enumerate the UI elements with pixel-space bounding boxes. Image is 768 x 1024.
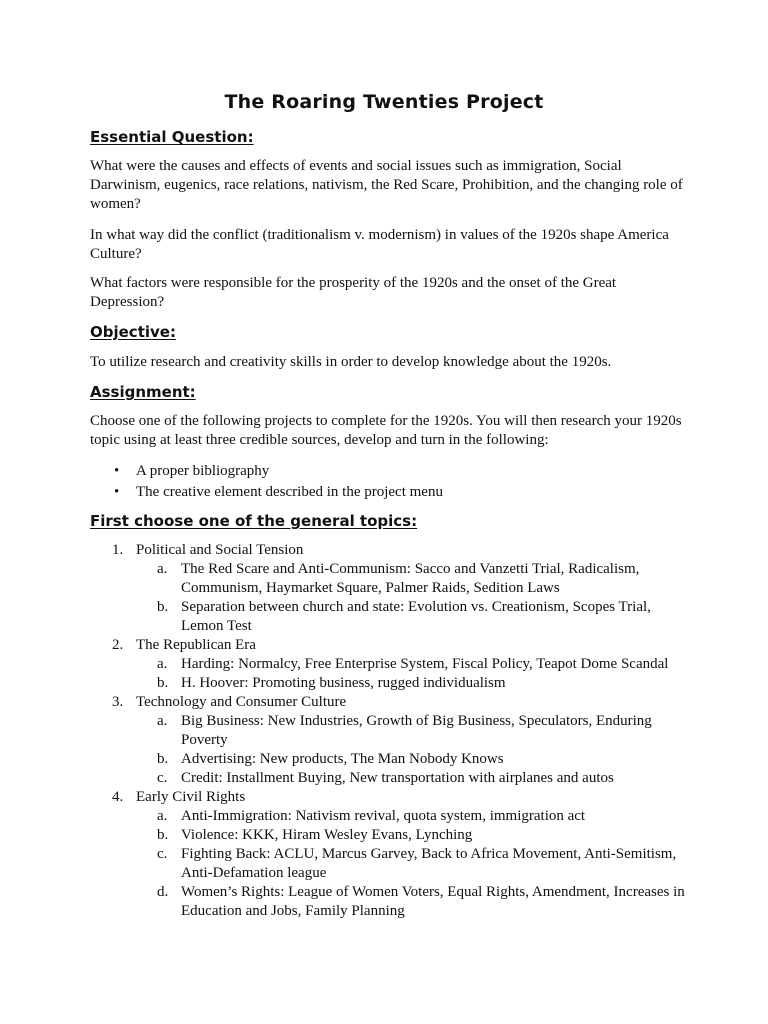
topic-item bbox=[90, 636, 690, 693]
document-title: The Roaring Twenties Project bbox=[224, 91, 544, 113]
bullet-icon: • bbox=[114, 484, 120, 500]
subtopic-letter: a. bbox=[157, 808, 168, 824]
subtopic-letter: a. bbox=[157, 656, 168, 672]
general-topics-list bbox=[90, 541, 690, 921]
subtopic-text: Women’s Rights: League of Women Voters, Equal Rights, Amendment, Increases in Education and Jobs, Family Planning bbox=[181, 884, 685, 919]
subtopic-item bbox=[136, 845, 690, 883]
topic-number: 1. bbox=[112, 542, 124, 558]
subtopic-letter: b. bbox=[157, 675, 169, 691]
subtopic-item bbox=[136, 712, 690, 750]
subtopic-item bbox=[136, 807, 690, 826]
subtopic-list bbox=[136, 560, 690, 636]
subtopic-list bbox=[136, 655, 690, 693]
subtopic-letter: b. bbox=[157, 599, 169, 615]
subtopic-letter: b. bbox=[157, 751, 169, 767]
subtopic-letter: c. bbox=[157, 770, 168, 786]
subtopic-text: Separation between church and state: Evolution vs. Creationism, Scopes Trial, Lemon Test bbox=[181, 599, 651, 634]
subtopic-item bbox=[136, 560, 690, 598]
topic-item bbox=[90, 693, 690, 788]
subtopic-item bbox=[136, 883, 690, 921]
topic-label: Early Civil Rights bbox=[136, 789, 246, 805]
topic-label: Technology and Consumer Culture bbox=[136, 694, 347, 710]
topic-number: 4. bbox=[112, 789, 124, 805]
subtopic-item bbox=[136, 655, 690, 674]
subtopic-letter: b. bbox=[157, 827, 169, 843]
deliverables-list bbox=[90, 461, 443, 503]
bullet-icon: • bbox=[114, 463, 120, 479]
subtopic-text: Harding: Normalcy, Free Enterprise System, Fiscal Policy, Teapot Dome Scandal bbox=[181, 656, 669, 672]
subtopic-letter: a. bbox=[157, 561, 168, 577]
subtopic-item bbox=[136, 769, 690, 788]
topic-number: 3. bbox=[112, 694, 124, 710]
subtopic-text: H. Hoover: Promoting business, rugged individualism bbox=[181, 675, 506, 691]
subtopic-letter: d. bbox=[157, 884, 169, 900]
objective-heading: Objective: bbox=[90, 323, 176, 341]
general-topics-heading: First choose one of the general topics: bbox=[90, 512, 418, 530]
essential-question-paragraph-1: What were the causes and effects of events and social issues such as immigration, Social Darwinism, eugenics, race relations, nativism, the Red Scare, Prohibition, and the changing role of women? bbox=[90, 158, 683, 212]
subtopic-text: Fighting Back: ACLU, Marcus Garvey, Back to Africa Movement, Anti-Semitism, Anti-Defamation league bbox=[181, 846, 677, 881]
assignment-heading: Assignment: bbox=[90, 383, 196, 401]
essential-question-paragraph-3: What factors were responsible for the prosperity of the 1920s and the onset of the Great Depression? bbox=[90, 275, 617, 310]
deliverable-item bbox=[90, 461, 443, 482]
deliverable-text: The creative element described in the project menu bbox=[136, 484, 443, 500]
subtopic-list bbox=[136, 807, 690, 921]
subtopic-text: Advertising: New products, The Man Nobody Knows bbox=[181, 751, 504, 767]
topic-label: Political and Social Tension bbox=[136, 542, 304, 558]
subtopic-item bbox=[136, 674, 690, 693]
subtopic-letter: a. bbox=[157, 713, 168, 729]
objective-text: To utilize research and creativity skills in order to develop knowledge about the 1920s. bbox=[90, 354, 612, 370]
assignment-text: Choose one of the following projects to complete for the 1920s. You will then research your 1920s topic using at least three credible sources, develop and turn in the following: bbox=[90, 413, 682, 448]
subtopic-text: Anti-Immigration: Nativism revival, quota system, immigration act bbox=[181, 808, 586, 824]
subtopic-list bbox=[136, 712, 690, 788]
topic-item bbox=[90, 541, 690, 636]
subtopic-letter: c. bbox=[157, 846, 168, 862]
subtopic-item bbox=[136, 826, 690, 845]
essential-question-heading: Essential Question: bbox=[90, 128, 254, 146]
subtopic-item bbox=[136, 750, 690, 769]
topic-item bbox=[90, 788, 690, 921]
essential-question-paragraph-2: In what way did the conflict (traditionalism v. modernism) in values of the 1920s shape America Culture? bbox=[90, 227, 669, 262]
subtopic-text: Credit: Installment Buying, New transportation with airplanes and autos bbox=[181, 770, 614, 786]
subtopic-text: Big Business: New Industries, Growth of Big Business, Speculators, Enduring Poverty bbox=[181, 713, 652, 748]
subtopic-item bbox=[136, 598, 690, 636]
topic-number: 2. bbox=[112, 637, 124, 653]
deliverable-item bbox=[90, 482, 443, 503]
subtopic-text: Violence: KKK, Hiram Wesley Evans, Lynching bbox=[181, 827, 473, 843]
subtopic-text: The Red Scare and Anti-Communism: Sacco and Vanzetti Trial, Radicalism, Communism, Haymarket Square, Palmer Raids, Sedition Laws bbox=[181, 561, 640, 596]
topic-label: The Republican Era bbox=[136, 637, 256, 653]
deliverable-text: A proper bibliography bbox=[136, 463, 270, 479]
